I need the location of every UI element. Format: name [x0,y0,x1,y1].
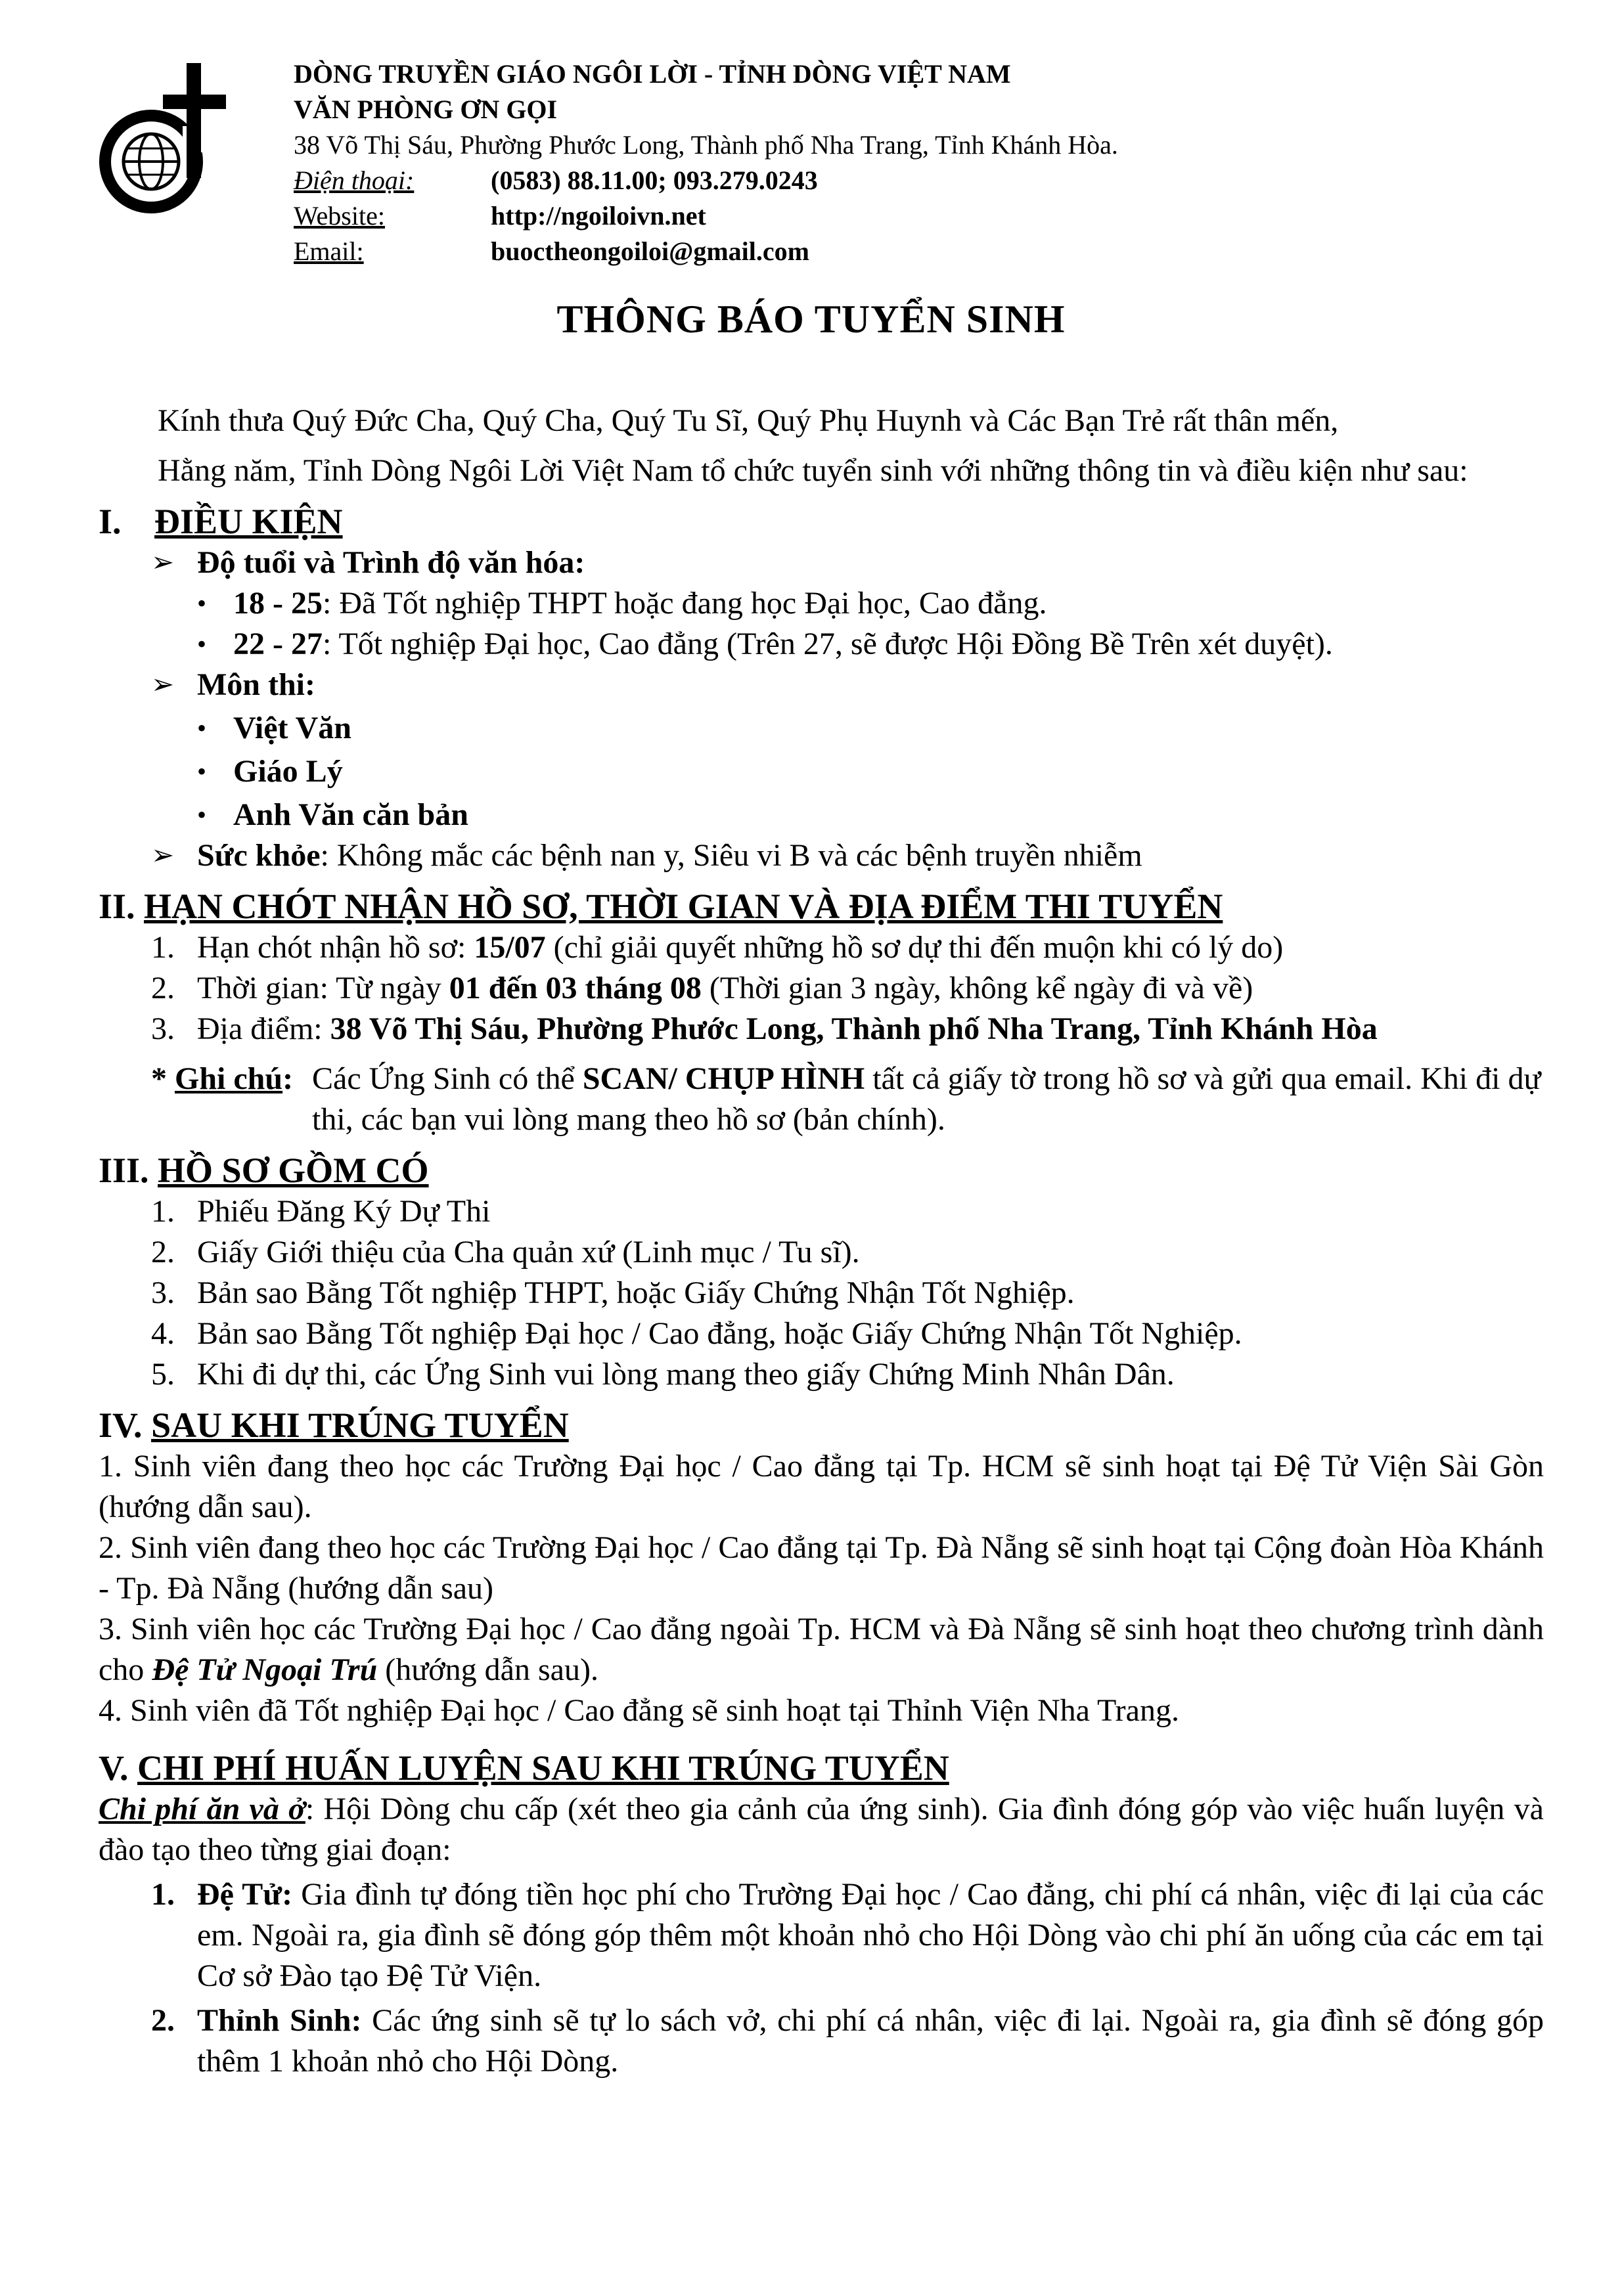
document-list-item: 1. Phiếu Đăng Ký Dự Thi [151,1194,491,1229]
bullet-icon: • [197,629,207,659]
website-link[interactable]: http://ngoiloivn.net [491,201,706,231]
section-4-heading: IV. SAU KHI TRÚNG TUYỂN [99,1405,569,1445]
document-body [99,401,1544,2082]
after-admission-paragraph: 3. Sinh viên học các Trường Đại học / Cao đẳng ngoài Tp. HCM và Đà Nẵng sẽ sinh hoạt theo chương trình dành cho Đệ Tử Ngoại Trú (hướng dẫn sau). [99,1612,1544,1687]
phone-value: (0583) 88.11.00; 093.279.0243 [491,166,818,195]
greeting: Kính thưa Quý Đức Cha, Quý Cha, Quý Tu Sĩ, Quý Phụ Huynh và Các Bạn Trẻ rất thân mến, [158,403,1339,438]
age-item: • 18 - 25: Đã Tốt nghiệp THPT hoặc đang học Đại học, Cao đẳng. [197,583,1544,624]
phone-label: Điện thoại: [294,166,415,195]
exam-item: • Việt Văn [197,708,1544,749]
document-title: THÔNG BÁO TUYỂN SINH [556,298,1066,341]
email-row [294,234,1575,269]
bullet-icon: • [197,757,207,786]
svd-globe-cross-logo-icon [97,63,235,221]
document-list-item: 2. Giấy Giới thiệu của Cha quản xứ (Linh mục / Tu sĩ). [151,1235,860,1269]
email-link[interactable]: buoctheongoiloi@gmail.com [491,236,809,266]
document-list-item: 4. Bản sao Bằng Tốt nghiệp Đại học / Cao đẳng, hoặc Giấy Chứng Nhận Tốt Nghiệp. [151,1316,1242,1351]
note-block: * Ghi chú: Các Ứng Sinh có thể SCAN/ CHỤP HÌNH tất cả giấy tờ trong hồ sơ và gửi qua email. Khi đi dự thi, các bạn vui lòng mang theo hồ sơ (bản chính). [151,1059,1544,1140]
office-name: VĂN PHÒNG ƠN GỌI [294,95,558,124]
cost-item: 2. Thỉnh Sinh: Các ứng sinh sẽ tự lo sách vở, chi phí cá nhân, việc đi lại. Ngoài ra, gia đình sẽ đóng góp thêm 1 khoản nhỏ cho Hội Dòng. [151,2003,1544,2079]
phone-row [294,163,1575,198]
intro-paragraph: Hằng năm, Tỉnh Dòng Ngôi Lời Việt Nam tổ chức tuyển sinh với những thông tin và điều kiện như sau: [158,453,1468,488]
age-heading-item: ➢ Độ tuổi và Trình độ văn hóa: [151,542,1544,583]
arrow-bullet-icon: ➢ [151,548,175,578]
arrow-bullet-icon: ➢ [151,841,175,871]
section-5-heading: V. CHI PHÍ HUẤN LUYỆN SAU KHI TRÚNG TUYỂN [99,1748,949,1788]
org-name: DÒNG TRUYỀN GIÁO NGÔI LỜI - TỈNH DÒNG VIỆT NAM [294,59,1011,89]
cost-item: 1. Đệ Tử: Gia đình tự đóng tiền học phí cho Trường Đại học / Cao đẳng, chi phí cá nhân, việc đi lại của các em. Ngoài ra, gia đình sẽ đóng góp thêm một khoản nhỏ cho Hội Dòng vào chi phí ăn uống của các em tại Cơ sở Đào tạo Đệ Tử Viện. [151,1877,1544,1993]
exam-item: • Anh Văn căn bản [197,795,1544,835]
email-label: Email: [294,236,364,266]
exam-heading-item: ➢ Môn thi: [151,665,1544,705]
health-item: ➢ Sức khỏe: Không mắc các bệnh nan y, Siêu vi B và các bệnh truyền nhiễm [151,835,1544,876]
bullet-icon: • [197,713,207,743]
after-admission-paragraph: 1. Sinh viên đang theo học các Trường Đại học / Cao đẳng tại Tp. HCM sẽ sinh hoạt tại Đệ Tử Viện Sài Gòn (hướng dẫn sau). [99,1449,1544,1524]
bullet-icon: • [197,800,207,829]
section-3-heading: III. HỒ SƠ GỒM CÓ [99,1151,429,1190]
age-item: • 22 - 27: Tốt nghiệp Đại học, Cao đẳng (Trên 27, sẽ được Hội Đồng Bề Trên xét duyệt). [197,624,1544,665]
after-admission-paragraph: 2. Sinh viên đang theo học các Trường Đại học / Cao đẳng tại Tp. Đà Nẵng sẽ sinh hoạt tại Cộng đoàn Hòa Khánh - Tp. Đà Nẵng (hướng dẫn sau) [99,1530,1544,1606]
document-list-item: 5. Khi đi dự thi, các Ứng Sinh vui lòng mang theo giấy Chứng Minh Nhân Dân. [151,1357,1175,1392]
time-item: 2. Thời gian: Từ ngày 01 đến 03 tháng 08 (Thời gian 3 ngày, không kể ngày đi và về) [151,971,1253,1005]
location-item: 3. Địa điểm: 38 Võ Thị Sáu, Phường Phước Long, Thành phố Nha Trang, Tỉnh Khánh Hòa [151,1011,1378,1046]
exam-item: • Giáo Lý [197,751,1544,792]
website-row [294,198,1575,234]
after-admission-paragraph: 4. Sinh viên đã Tốt nghiệp Đại học / Cao đẳng sẽ sinh hoạt tại Thỉnh Viện Nha Trang. [99,1693,1179,1728]
arrow-bullet-icon: ➢ [151,670,175,700]
bullet-icon: • [197,588,207,618]
document-list-item: 3. Bản sao Bằng Tốt nghiệp THPT, hoặc Giấy Chứng Nhận Tốt Nghiệp. [151,1275,1075,1310]
section-2-heading: II. HẠN CHÓT NHẬN HỒ SƠ, THỜI GIAN VÀ ĐỊA ĐIỂM THI TUYỂN [99,887,1223,926]
section-1-heading: I. ĐIỀU KIỆN [99,502,343,541]
cost-paragraph: Chi phí ăn và ở: Hội Dòng chu cấp (xét theo gia cảnh của ứng sinh). Gia đình đóng góp vào việc huấn luyện và đào tạo theo từng giai đoạn: [99,1792,1544,1867]
deadline-item: 1. Hạn chót nhận hồ sơ: 15/07 (chỉ giải quyết những hồ sơ dự thi đến muộn khi có lý do) [151,930,1284,965]
note-label: * Ghi chú: [151,1061,294,1096]
org-address: 38 Võ Thị Sáu, Phường Phước Long, Thành phố Nha Trang, Tỉnh Khánh Hòa. [294,130,1118,160]
website-label: Website: [294,201,385,231]
letterhead [294,56,1575,269]
